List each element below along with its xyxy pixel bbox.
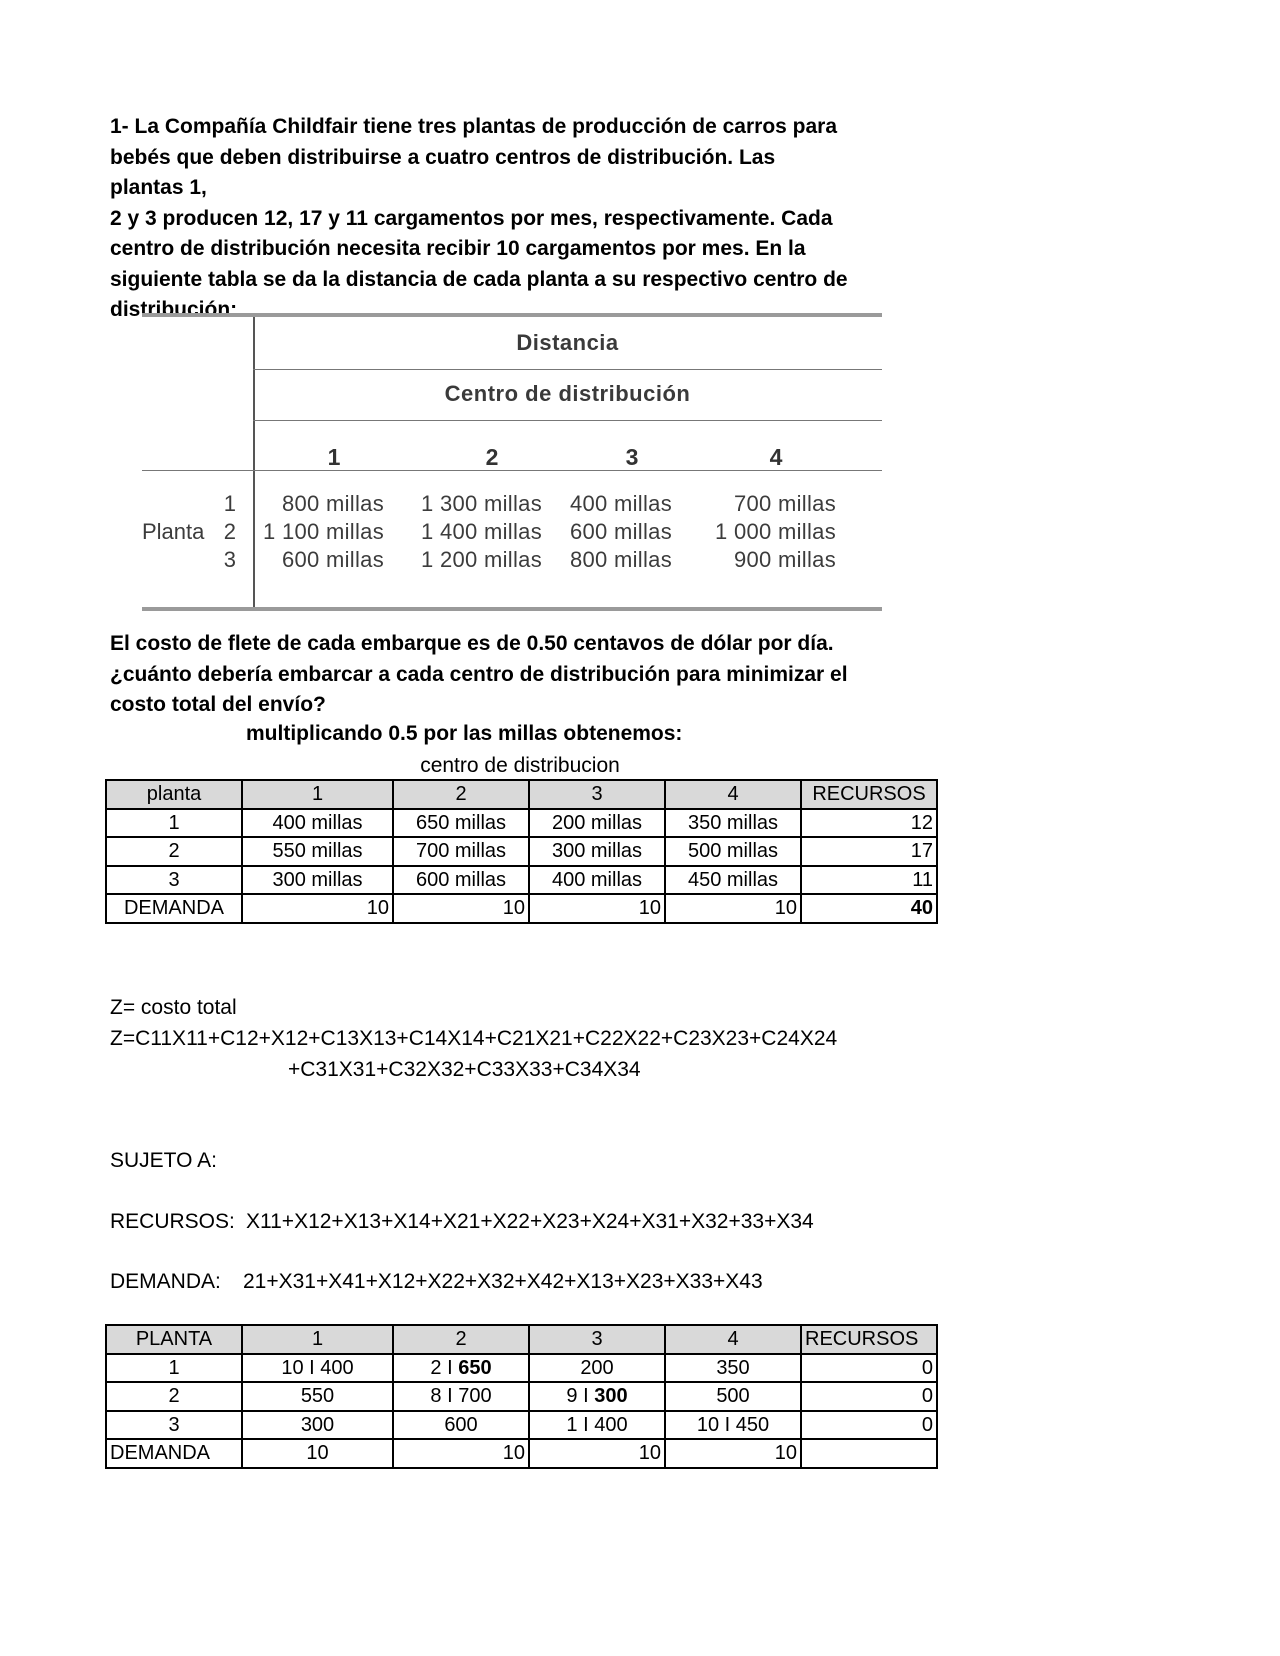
resource-cell: 11: [801, 866, 937, 895]
allocation-cell: [529, 1382, 665, 1411]
allocation-text: 1 I 400: [566, 1413, 628, 1436]
cost-cell: 700 millas: [393, 837, 529, 866]
question-line: costo total del envío?: [110, 693, 326, 716]
objective-label: Z= costo total: [110, 996, 237, 1019]
table-row: [106, 809, 937, 838]
solution-table: [105, 1324, 938, 1469]
allocation-text: 2 I: [430, 1356, 459, 1379]
distance-subtitle: Centro de distribución: [444, 381, 691, 406]
header-cell: PLANTA: [106, 1325, 242, 1354]
question-paragraph: [110, 629, 850, 721]
distance-cell: 1 000 millas: [715, 519, 836, 544]
table-row: [106, 1354, 937, 1383]
allocation-text: 10 I 450: [696, 1413, 770, 1436]
row-id: 2: [223, 519, 236, 544]
problem-line: 2 y 3 producen 12, 17 y 11 cargamentos por mes, respectivamente. Cada: [110, 206, 833, 230]
plant-cell: 3: [106, 1411, 242, 1440]
header-cell: 3: [529, 780, 665, 809]
allocation-text: 350: [716, 1356, 750, 1379]
allocation-cell: [665, 1411, 801, 1440]
cost-cell: 350 millas: [665, 809, 801, 838]
distance-cell: 600 millas: [569, 519, 672, 544]
objective-line-2: +C31X31+C32X32+C33X33+C34X34: [288, 1058, 641, 1081]
resources-constraint-expr: X11+X12+X13+X14+X21+X22+X23+X24+X31+X32+33+X34: [246, 1210, 814, 1233]
table-row: [106, 1382, 937, 1411]
column-header: 4: [769, 444, 783, 470]
cost-cell: 300 millas: [242, 866, 393, 895]
resource-cell: 0: [801, 1411, 937, 1440]
cost-cell: 400 millas: [529, 866, 665, 895]
allocation-text: 600: [444, 1413, 478, 1436]
distance-cell: 1 100 millas: [263, 519, 384, 544]
table-row: [106, 1411, 937, 1440]
allocation-text: 200: [580, 1356, 614, 1379]
resource-cell: 17: [801, 837, 937, 866]
problem-line: bebés que deben distribuirse a cuatro centros de distribución. Las plantas 1,: [110, 145, 776, 199]
allocation-text: 550: [300, 1385, 335, 1408]
table-row: [106, 866, 937, 895]
column-header: 3: [625, 444, 639, 470]
demand-total-cell: 40: [801, 894, 937, 923]
cost-cell: 550 millas: [242, 837, 393, 866]
table-header-row: [106, 780, 937, 809]
cost-cell: 400 millas: [242, 809, 393, 838]
allocation-cell: [665, 1354, 801, 1383]
demand-constraint-expr: 21+X31+X41+X12+X22+X32+X42+X13+X23+X33+X43: [243, 1270, 763, 1293]
resource-cell: 12: [801, 809, 937, 838]
allocation-cell: [242, 1411, 393, 1440]
table-rule: [253, 369, 882, 370]
allocation-text: 9 I: [566, 1385, 595, 1408]
subject-to-label: SUJETO A:: [110, 1149, 217, 1172]
demand-label: DEMANDA: [106, 894, 242, 923]
demand-cell: 10: [665, 1439, 801, 1468]
demand-row: [106, 1439, 937, 1468]
distance-cell: 900 millas: [733, 547, 836, 572]
row-id: 1: [223, 491, 236, 516]
allocation-cell: [665, 1382, 801, 1411]
plant-cell: 1: [106, 809, 242, 838]
plant-cell: 1: [106, 1354, 242, 1383]
allocation-cell: [393, 1354, 529, 1383]
demand-label: DEMANDA: [106, 1439, 242, 1468]
problem-line: distribución:: [110, 298, 238, 321]
distance-table: [142, 313, 882, 611]
demand-constraint-label: DEMANDA:: [110, 1270, 221, 1293]
planta-label: Planta: [142, 519, 205, 544]
distance-title: Distancia: [516, 330, 619, 355]
cost-cell: 650 millas: [393, 809, 529, 838]
distance-cell: 400 millas: [569, 491, 672, 516]
allocation-cell: [529, 1411, 665, 1440]
cost-cell: 600 millas: [393, 866, 529, 895]
subheading: multiplicando 0.5 por las millas obtenemos:: [246, 722, 683, 745]
header-cell: 1: [242, 780, 393, 809]
cost-table-caption: centro de distribucion: [420, 754, 620, 777]
demand-cell: 10: [242, 894, 393, 923]
header-cell: RECURSOS: [801, 1325, 937, 1354]
allocation-text: 8 I 700: [430, 1385, 492, 1408]
demand-cell: 10: [393, 1439, 529, 1468]
table-rule: [253, 420, 882, 421]
column-header: 1: [327, 444, 341, 470]
distance-cell: 800 millas: [569, 547, 672, 572]
header-cell: RECURSOS: [801, 780, 937, 809]
problem-line: centro de distribución necesita recibir 10 cargamentos por mes. En la: [110, 237, 806, 260]
distance-cell: 1 400 millas: [421, 519, 542, 544]
distance-cell: 1 300 millas: [421, 491, 542, 516]
plant-cell: 2: [106, 1382, 242, 1411]
distance-cell: 1 200 millas: [421, 547, 542, 572]
allocation-text: 10 I 400: [281, 1356, 354, 1379]
resources-constraint-label: RECURSOS:: [110, 1210, 235, 1233]
demand-cell: 10: [393, 894, 529, 923]
demand-cell: 10: [242, 1439, 393, 1468]
table-row: [106, 837, 937, 866]
header-cell: 1: [242, 1325, 393, 1354]
header-cell: planta: [106, 780, 242, 809]
allocation-bold: 650: [458, 1356, 492, 1379]
cost-cell: 200 millas: [529, 809, 665, 838]
header-cell: 4: [665, 780, 801, 809]
demand-row: [106, 894, 937, 923]
distance-cell: 700 millas: [733, 491, 836, 516]
cost-table: [105, 779, 938, 924]
question-line: ¿cuánto debería embarcar a cada centro de distribución para minimizar el: [110, 662, 848, 686]
allocation-text: 500: [716, 1385, 750, 1408]
header-cell: 3: [529, 1325, 665, 1354]
problem-statement: [110, 112, 850, 326]
allocation-cell: [529, 1354, 665, 1383]
problem-line: siguiente tabla se da la distancia de cada planta a su respectivo centro de: [110, 267, 848, 291]
distance-cell: 800 millas: [281, 491, 384, 516]
demand-cell: 10: [529, 894, 665, 923]
header-cell: 4: [665, 1325, 801, 1354]
allocation-cell: [393, 1411, 529, 1440]
allocation-cell: [242, 1354, 393, 1383]
allocation-cell: [393, 1382, 529, 1411]
table-header-row: [106, 1325, 937, 1354]
table-rule: [142, 470, 253, 471]
demand-cell: 10: [665, 894, 801, 923]
cost-cell: 450 millas: [665, 866, 801, 895]
demand-cell: 10: [529, 1439, 665, 1468]
header-cell: 2: [393, 1325, 529, 1354]
resource-cell: 0: [801, 1354, 937, 1383]
question-line: El costo de flete de cada embarque es de 0.50 centavos de dólar por día.: [110, 632, 834, 655]
plant-cell: 2: [106, 837, 242, 866]
demand-cell: [801, 1439, 937, 1468]
cost-cell: 500 millas: [665, 837, 801, 866]
header-cell: 2: [393, 780, 529, 809]
objective-line-1: Z=C11X11+C12+X12+C13X13+C14X14+C21X21+C22X22+C23X23+C24X24: [110, 1027, 838, 1050]
distance-cell: 600 millas: [281, 547, 384, 572]
resource-cell: 0: [801, 1382, 937, 1411]
cost-cell: 300 millas: [529, 837, 665, 866]
allocation-cell: [242, 1382, 393, 1411]
row-id: 3: [223, 547, 236, 572]
plant-cell: 3: [106, 866, 242, 895]
problem-line: 1- La Compañía Childfair tiene tres plantas de producción de carros para: [110, 115, 838, 138]
allocation-bold: 300: [594, 1385, 628, 1408]
allocation-text: 300: [300, 1413, 335, 1436]
column-header: 2: [485, 444, 499, 470]
